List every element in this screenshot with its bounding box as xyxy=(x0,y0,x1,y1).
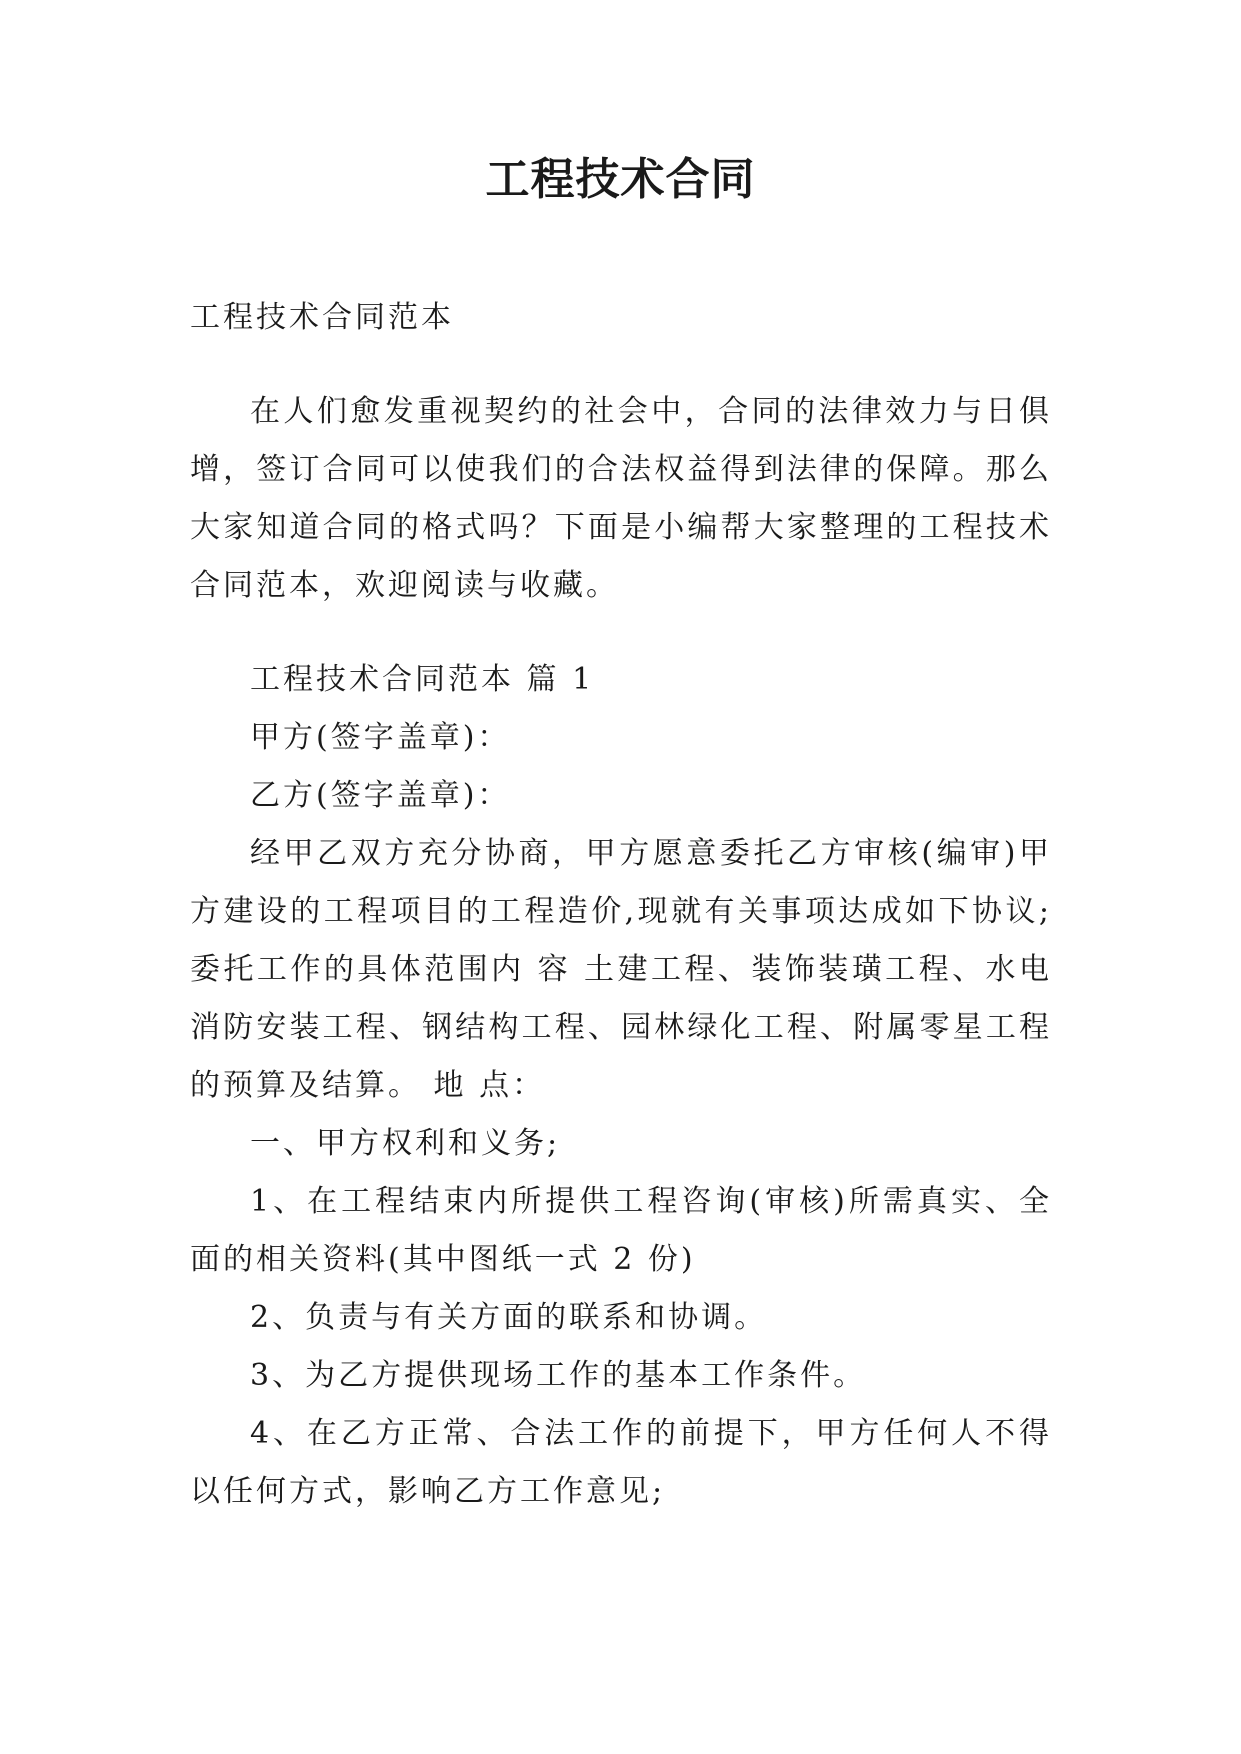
clause-item-2: 2、负责与有关方面的联系和协调。 xyxy=(250,1300,768,1335)
section-heading: 工程技术合同范本 篇 1 xyxy=(250,662,595,697)
clause-heading: 一、甲方权利和义务; xyxy=(250,1126,561,1161)
document-title: 工程技术合同 xyxy=(485,154,756,205)
spacer xyxy=(190,347,1052,383)
agreement-paragraph: 经甲乙双方充分协商，甲方愿意委托乙方审核(编审)甲方建设的工程项目的工程造价,现就有关事项达成如下协议; 委托工作的具体范围内 容 土建工程、装饰装璜工程、水电消防安装工程、钢结构工程、园林绿化工程、附属零星工程的预算及结算。 地 点： xyxy=(190,836,1052,1103)
intro-paragraph: 在人们愈发重视契约的社会中，合同的法律效力与日俱增，签订合同可以使我们的合法权益得到法律的保障。那么大家知道合同的格式吗？下面是小编帮大家整理的工程技术合同范本，欢迎阅读与收藏。 xyxy=(190,394,1052,603)
party-b-signature: 乙方(签字盖章)： xyxy=(250,778,511,813)
spacer xyxy=(190,615,1052,651)
clause-item-4: 4、在乙方正常、合法工作的前提下，甲方任何人不得以任何方式，影响乙方工作意见; xyxy=(190,1416,1052,1509)
clause-item-3: 3、为乙方提供现场工作的基本工作条件。 xyxy=(250,1358,867,1393)
party-a-signature: 甲方(签字盖章)： xyxy=(250,720,511,755)
document-body xyxy=(190,289,1052,1521)
subtitle: 工程技术合同范本 xyxy=(190,300,454,335)
clause-item-1: 1、在工程结束内所提供工程咨询(审核)所需真实、全面的相关资料(其中图纸一式 2 份) xyxy=(190,1184,1052,1277)
